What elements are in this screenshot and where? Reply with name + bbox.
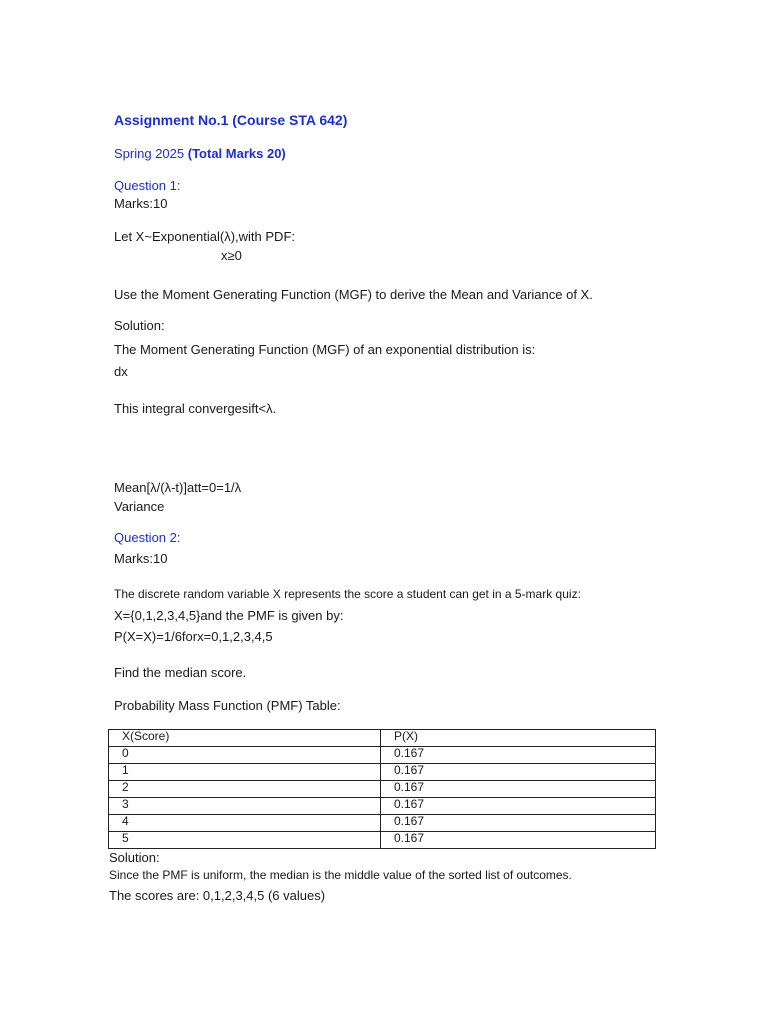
table-row — [109, 764, 656, 781]
pmf-table — [108, 729, 656, 849]
assignment-title: Assignment No.1 (Course STA 642) — [114, 112, 348, 128]
table-cell-x: 1 — [109, 764, 381, 781]
table-cell-x: 5 — [109, 832, 381, 849]
mgf-description: The Moment Generating Function (MGF) of an exponential distribution is: — [114, 342, 536, 357]
question-1-marks: Marks:10 — [114, 196, 168, 211]
question-1-condition: x≥0 — [221, 248, 242, 263]
question-1-task: Use the Moment Generating Function (MGF) to derive the Mean and Variance of X. — [114, 287, 593, 302]
table-cell-px: 0.167 — [381, 764, 656, 781]
table-cell-px: 0.167 — [381, 832, 656, 849]
question-2-solution-text: Since the PMF is uniform, the median is the middle value of the sorted list of outcomes. — [109, 868, 572, 882]
table-cell-x: 4 — [109, 815, 381, 832]
question-2-heading: Question 2: — [114, 530, 181, 545]
header-x-score: X(Score) — [109, 730, 381, 747]
header-px: P(X) — [381, 730, 656, 747]
question-1-statement: Let X~Exponential(λ),with PDF: — [114, 229, 295, 244]
outcome-set: X={0,1,2,3,4,5}and the PMF is given by: — [114, 608, 344, 623]
question-1-heading: Question 1: — [114, 178, 181, 193]
convergence-note: This integral convergesift<λ. — [114, 401, 277, 416]
variance-label: Variance — [114, 499, 165, 514]
mean-result: Mean[λ/(λ-t)]att=0=1/λ — [114, 480, 242, 495]
semester-line — [114, 146, 286, 162]
table-cell-px: 0.167 — [381, 747, 656, 764]
table-cell-px: 0.167 — [381, 798, 656, 815]
table-cell-x: 3 — [109, 798, 381, 815]
question-2-marks: Marks:10 — [114, 551, 168, 566]
scores-list: The scores are: 0,1,2,3,4,5 (6 values) — [109, 888, 326, 903]
total-marks: (Total Marks 20) — [187, 146, 286, 161]
table-cell-px: 0.167 — [381, 815, 656, 832]
question-2-solution-label: Solution: — [109, 850, 160, 865]
table-caption: Probability Mass Function (PMF) Table: — [114, 698, 341, 713]
mgf-dx: dx — [114, 364, 128, 379]
table-cell-x: 0 — [109, 747, 381, 764]
table-row — [109, 781, 656, 798]
question-2-intro: The discrete random variable X represents the score a student can get in a 5-mark quiz: — [114, 587, 581, 601]
semester-term: Spring 2025 — [114, 146, 185, 161]
table-row — [109, 747, 656, 764]
table-row — [109, 815, 656, 832]
question-1-solution-label: Solution: — [114, 318, 165, 333]
table-cell-px: 0.167 — [381, 781, 656, 798]
table-cell-x: 2 — [109, 781, 381, 798]
table-header-row — [109, 730, 656, 747]
pmf-formula: P(X=X)=1/6forx=0,1,2,3,4,5 — [114, 629, 273, 644]
table-row — [109, 798, 656, 815]
question-2-task: Find the median score. — [114, 665, 247, 680]
table-row — [109, 832, 656, 849]
